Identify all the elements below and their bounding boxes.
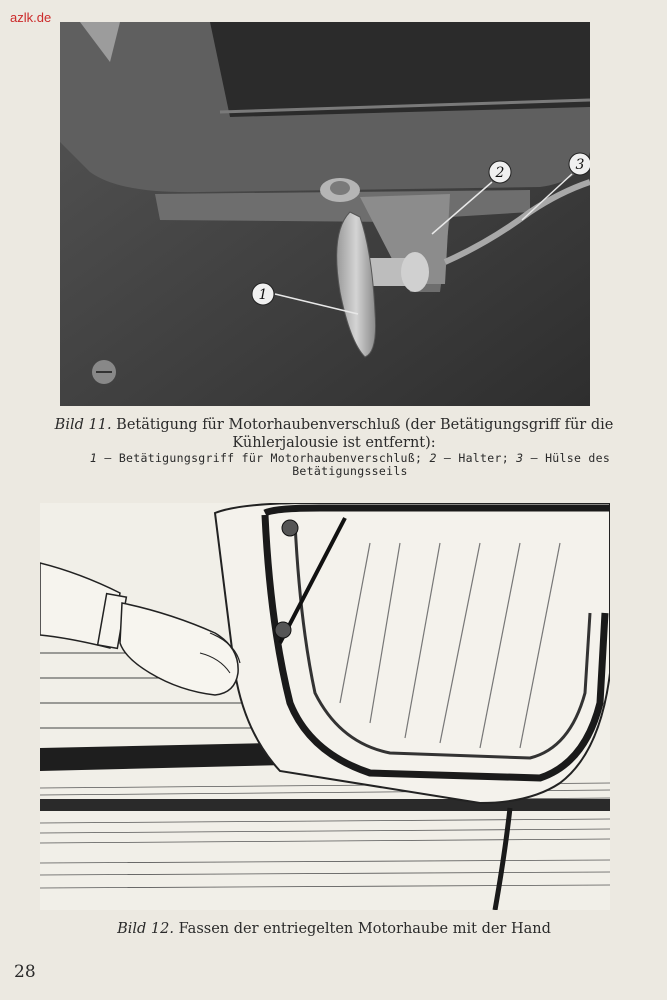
legend-3-text: Hülse des Betätigungsseils (292, 451, 611, 478)
legend-1-number: 1 (89, 451, 98, 465)
figure-11-legend: 1 — Betätigungsgriff für Motorhaubenverschluß; 2 — Halter; 3 — Hülse des Betätigungsseils (89, 451, 611, 478)
legend-1-text: Betätigungsgriff für Motorhaubenverschluß (118, 451, 415, 465)
legend-2-number: 2 (429, 451, 437, 465)
callout-3-label: 3 (575, 157, 585, 173)
callout-1 (252, 283, 274, 305)
callout-3 (569, 153, 590, 175)
page-number: 28 (14, 962, 36, 982)
figure-11-photo (60, 22, 590, 406)
figure-11-caption-text: Betätigung für Motorhaubenverschluß (der Betätigungsgriff für die Kühlerjalousie ist entfernt): (116, 417, 614, 451)
figure-12-caption (14, 920, 654, 938)
callout-2 (489, 161, 511, 183)
callout-1-label: 1 (258, 287, 268, 303)
figure-12-label: Bild 12. (117, 921, 174, 937)
legend-3-number: 3 (516, 451, 524, 465)
figure-11-label: Bild 11. (54, 417, 112, 433)
watermark: azlk.de (10, 10, 52, 25)
legend-2-text: Halter (458, 451, 502, 465)
figure-12-drawing (40, 503, 610, 910)
callout-2-label: 2 (495, 165, 505, 181)
figure-12-caption-text: Fassen der entriegelten Motorhaube mit der Hand (178, 921, 551, 937)
figure-11-caption (14, 416, 654, 452)
